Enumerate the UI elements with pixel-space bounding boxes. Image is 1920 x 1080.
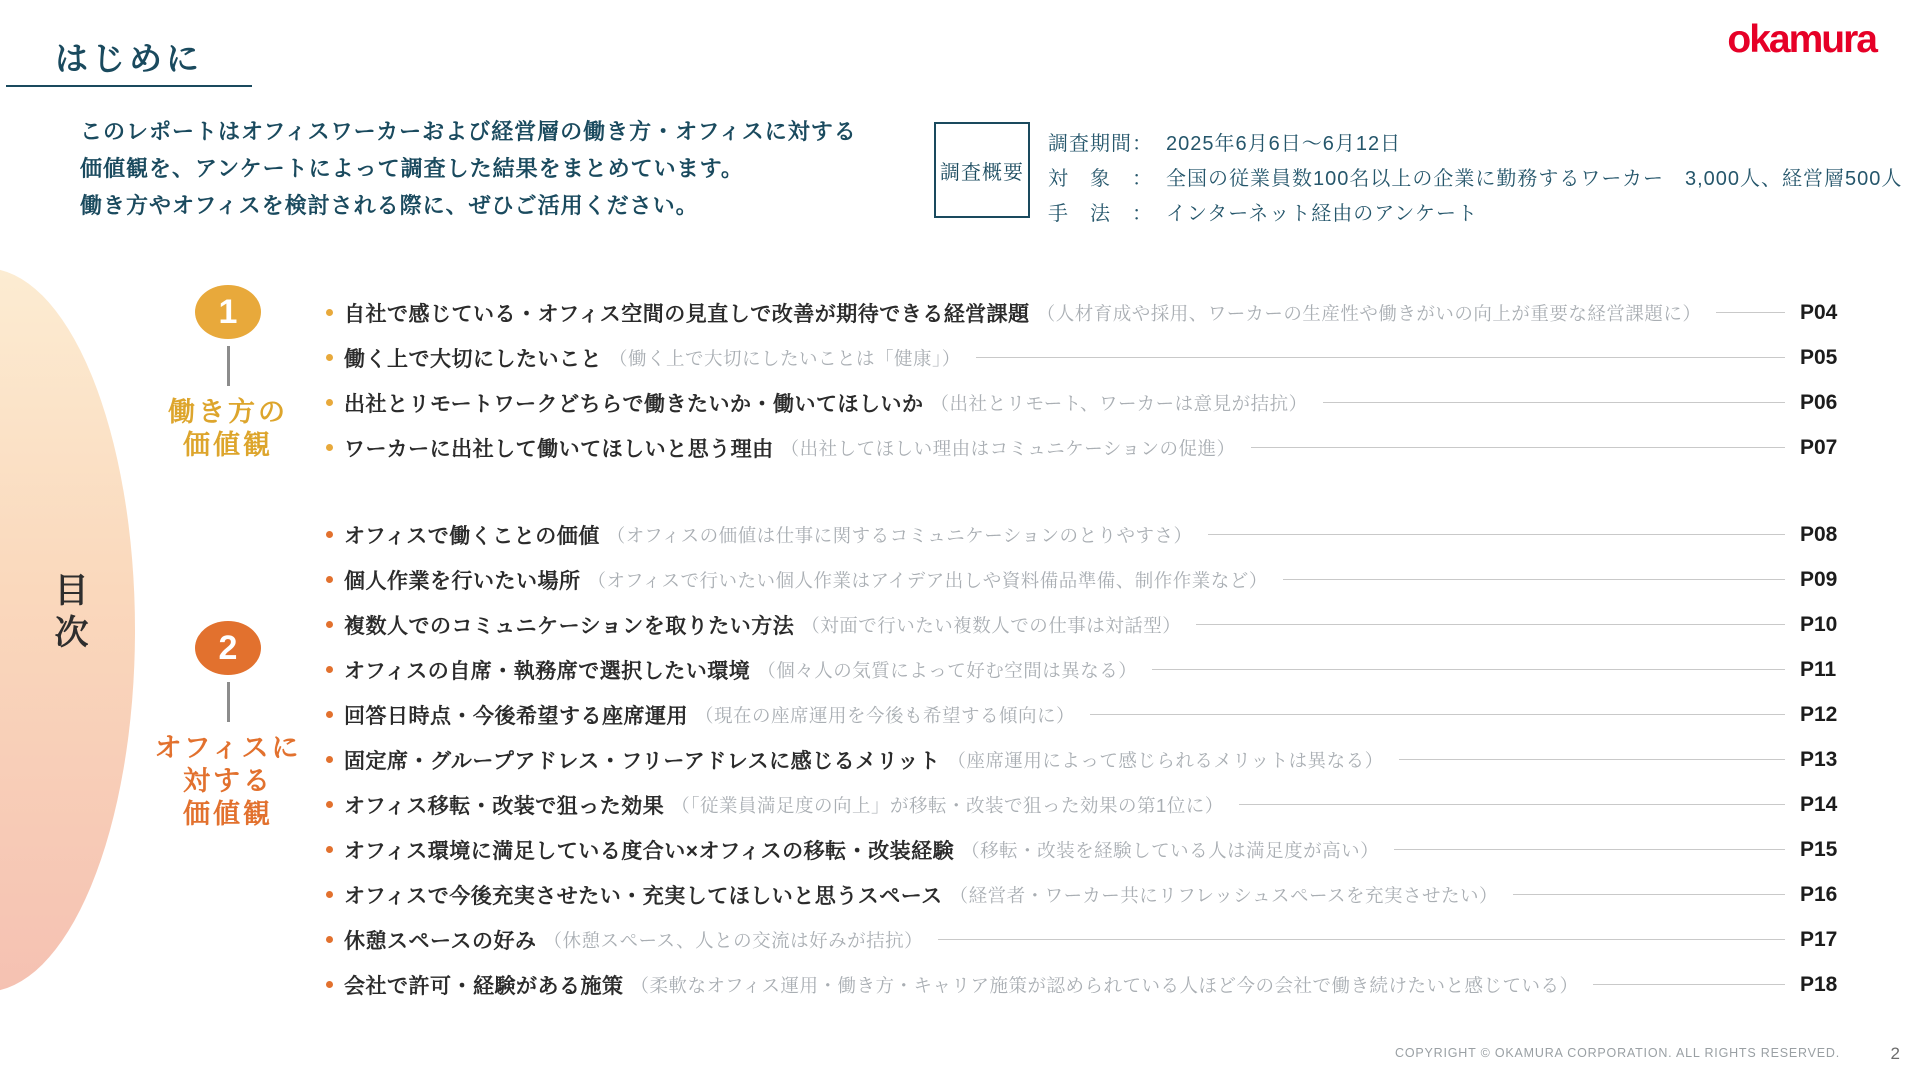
toc-item-title: 自社で感じている・オフィス空間の見直しで改善が期待できる経営課題: [344, 302, 1030, 326]
toc-side-label: 目次: [49, 572, 87, 656]
toc-item-note: （オフィスで行いたい個人作業はアイデア出しや資料備品準備、制作作業など）: [587, 569, 1268, 591]
toc-item: [326, 962, 1850, 1007]
toc-item-title: 出社とリモートワークどちらで働きたいか・働いてほしいか: [344, 392, 924, 416]
survey-value: インターネット経由のアンケート: [1166, 203, 1478, 225]
toc-item: [326, 917, 1850, 962]
toc-item-note: （人材育成や採用、ワーカーの生産性や働きがいの向上が重要な経営課題に）: [1036, 302, 1702, 324]
toc-item-note: （オフィスの価値は仕事に関するコミュニケーションのとりやすさ）: [606, 524, 1193, 546]
leader-line: [1196, 624, 1785, 625]
leader-line: [1152, 669, 1785, 670]
section2-label: 対する: [183, 766, 273, 796]
okamura-logo: okamura: [1727, 18, 1876, 61]
bullet-icon: [326, 399, 333, 406]
survey-overview-details: [1048, 124, 1902, 229]
toc-item-note: （休憩スペース、人との交流は好みが拮抗）: [543, 929, 924, 951]
toc-item-page: P06: [1800, 390, 1838, 414]
toc-item: [326, 380, 1850, 425]
survey-label: 対 象 ：: [1048, 168, 1153, 190]
bullet-icon: [326, 444, 333, 451]
toc-item-page: P12: [1800, 702, 1838, 726]
section2-number-circle: 2: [195, 621, 261, 675]
intro-line: 価値観を、アンケートによって調査した結果をまとめています。: [80, 156, 744, 181]
toc-item-note: （経営者・ワーカー共にリフレッシュスペースを充実させたい）: [949, 884, 1499, 906]
toc-item: [326, 290, 1850, 335]
toc-item-note: （座席運用によって感じられるメリットは異なる）: [947, 749, 1384, 771]
toc-item-title: 会社で許可・経験がある施策: [344, 974, 624, 998]
toc-item-title: オフィスで働くことの価値: [344, 524, 600, 548]
toc-item: [326, 335, 1850, 380]
toc-item: [326, 872, 1850, 917]
bullet-icon: [326, 531, 333, 538]
toc-item-page: P13: [1800, 747, 1838, 771]
leader-line: [1251, 447, 1786, 448]
toc-item-title: 働く上で大切にしたいこと: [344, 347, 602, 371]
toc-item: [326, 557, 1850, 602]
survey-overview-box: 調査概要: [934, 122, 1030, 218]
footer-page-number: 2: [1890, 1044, 1900, 1063]
page-title: はじめに: [55, 40, 203, 77]
leader-line: [1716, 312, 1785, 313]
bullet-icon: [326, 756, 333, 763]
title-underline: [6, 85, 252, 87]
survey-value: 全国の従業員数100名以上の企業に勤務するワーカー 3,000人、経営層500人: [1166, 168, 1903, 190]
survey-row-target: [1048, 159, 1902, 194]
toc-item-note: （対面で行いたい複数人での仕事は対話型）: [801, 614, 1182, 636]
survey-row-period: [1048, 124, 1902, 159]
toc-item-title: オフィスの自席・執務席で選択したい環境: [344, 659, 751, 683]
intro-line: 働き方やオフィスを検討される際に、ぜひご活用ください。: [80, 193, 699, 218]
leader-line: [1090, 714, 1785, 715]
bullet-icon: [326, 354, 333, 361]
toc-item: [326, 827, 1850, 872]
toc-item-note: （「従業員満足度の向上」が移転・改装で狙った効果の第1位に）: [671, 794, 1224, 816]
toc-item-title: ワーカーに出社して働いてほしいと思う理由: [344, 437, 774, 461]
survey-value: 2025年6月6日～6月12日: [1166, 133, 1402, 155]
leader-line: [1323, 402, 1785, 403]
section2-badge: [152, 621, 304, 831]
toc-item-page: P17: [1800, 927, 1838, 951]
toc-item-page: P14: [1800, 792, 1838, 816]
leader-line: [1208, 534, 1785, 535]
bullet-icon: [326, 981, 333, 988]
toc-item-title: オフィス環境に満足している度合い×オフィスの移転・改装経験: [344, 839, 955, 863]
leader-line: [1283, 579, 1785, 580]
bullet-icon: [326, 621, 333, 628]
toc-item-title: 複数人でのコミュニケーションを取りたい方法: [344, 614, 795, 638]
intro-paragraph: [80, 113, 857, 224]
leader-line: [1513, 894, 1785, 895]
toc-item-title: オフィス移転・改装で狙った効果: [344, 794, 665, 818]
toc-item-page: P08: [1800, 522, 1838, 546]
section1-connector-line: [227, 346, 230, 386]
bullet-icon: [326, 846, 333, 853]
survey-label: 手 法 ：: [1048, 203, 1153, 225]
toc-section2-rows: [326, 512, 1850, 1007]
toc-item: [326, 602, 1850, 647]
toc-item-page: P18: [1800, 972, 1838, 996]
intro-line: このレポートはオフィスワーカーおよび経営層の働き方・オフィスに対する: [80, 119, 857, 144]
toc-item-note: （現在の座席運用を今後も希望する傾向に）: [695, 704, 1076, 726]
section1-label: 働き方の: [168, 397, 288, 427]
toc-item: [326, 782, 1850, 827]
toc-item-title: オフィスで今後充実させたい・充実してほしいと思うスペース: [344, 884, 943, 908]
toc-item-note: （個々人の気質によって好む空間は異なる）: [757, 659, 1138, 681]
toc-item-title: 固定席・グループアドレス・フリーアドレスに感じるメリット: [344, 749, 941, 773]
section2-label: オフィスに: [154, 733, 302, 763]
toc-item-note: （出社してほしい理由はコミュニケーションの促進）: [780, 437, 1236, 459]
section1-number-circle: 1: [195, 285, 261, 339]
bullet-icon: [326, 711, 333, 718]
bullet-icon: [326, 936, 333, 943]
toc-item-page: P10: [1800, 612, 1838, 636]
toc-item-note: （移転・改装を経験している人は満足度が高い）: [961, 839, 1380, 861]
section1-label: 価値観: [183, 430, 273, 460]
bullet-icon: [326, 666, 333, 673]
toc-item-page: P15: [1800, 837, 1838, 861]
toc-item-page: P07: [1800, 435, 1838, 459]
toc-item-note: （柔軟なオフィス運用・働き方・キャリア施策が認められている人ほど今の会社で働き続けたいと感じている）: [630, 974, 1579, 996]
toc-item-page: P04: [1800, 300, 1838, 324]
bullet-icon: [326, 891, 333, 898]
toc-section1-rows: [326, 290, 1850, 470]
bullet-icon: [326, 309, 333, 316]
leader-line: [1399, 759, 1785, 760]
toc-item-note: （働く上で大切にしたいことは「健康」）: [609, 347, 961, 369]
section2-connector-line: [227, 682, 230, 722]
toc-item-title: 個人作業を行いたい場所: [344, 569, 581, 593]
toc-item-page: P16: [1800, 882, 1838, 906]
toc-item-page: P11: [1800, 657, 1837, 681]
leader-line: [1593, 984, 1785, 985]
toc-item: [326, 647, 1850, 692]
footer-copyright: COPYRIGHT © OKAMURA CORPORATION. ALL RIGHTS RESERVED.: [1395, 1046, 1840, 1060]
toc-item-title: 回答日時点・今後希望する座席運用: [344, 704, 688, 728]
toc-item: [326, 692, 1850, 737]
bullet-icon: [326, 801, 333, 808]
survey-label: 調査期間：: [1048, 133, 1153, 155]
bullet-icon: [326, 576, 333, 583]
toc-item: [326, 512, 1850, 557]
toc-item-note: （出社とリモート、ワーカーは意見が拮抗）: [930, 392, 1308, 414]
toc-item-page: P05: [1800, 345, 1838, 369]
section1-badge: [152, 285, 304, 462]
toc-item: [326, 737, 1850, 782]
survey-row-method: [1048, 194, 1902, 229]
leader-line: [938, 939, 1785, 940]
leader-line: [1239, 804, 1785, 805]
section2-label: 価値観: [183, 799, 273, 829]
leader-line: [1394, 849, 1785, 850]
toc-item-page: P09: [1800, 567, 1838, 591]
toc-item: [326, 425, 1850, 470]
toc-item-title: 休憩スペースの好み: [344, 929, 537, 953]
leader-line: [976, 357, 1785, 358]
